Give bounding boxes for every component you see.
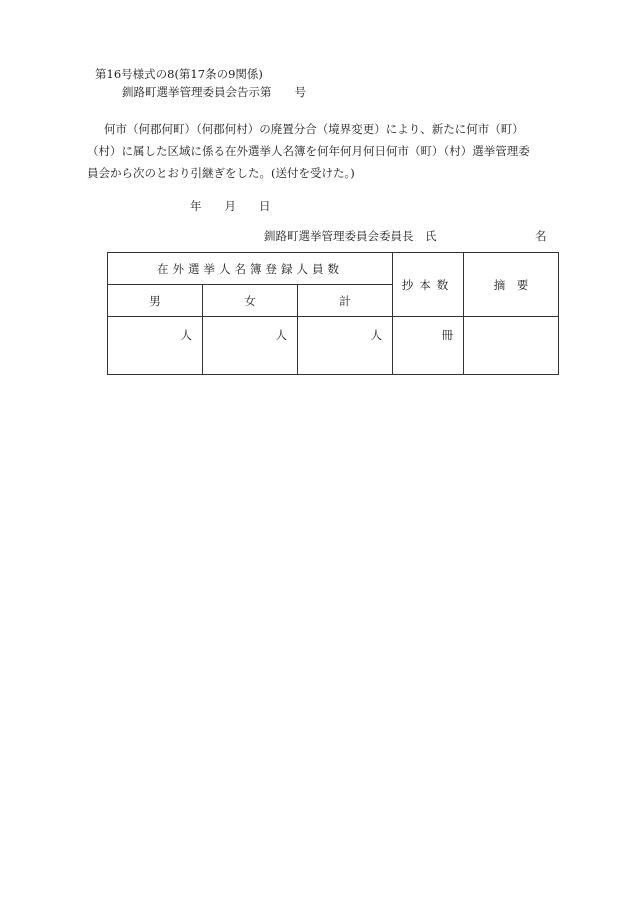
header-total: 計 <box>298 285 393 317</box>
signature-name-suffix: 名 <box>535 229 547 243</box>
header-male: 男 <box>108 285 203 317</box>
cell-copies: 冊 <box>393 317 464 375</box>
cell-summary <box>464 317 559 375</box>
cell-female: 人 <box>203 317 298 375</box>
body-line-1: 何市（何郡何町）（何郡何村）の廃置分合（境界変更）により、新たに何市（町） <box>104 122 524 136</box>
cell-total: 人 <box>298 317 393 375</box>
notice-line: 釧路町選挙管理委員会告示第 号 <box>122 85 306 99</box>
header-copies: 抄本数 <box>393 253 464 317</box>
header-female: 女 <box>203 285 298 317</box>
form-number: 第16号様式の8(第17条の9関係) <box>95 67 263 81</box>
body-line-3: 員会から次のとおり引継ぎをした。(送付を受けた。) <box>87 166 355 180</box>
signature-title: 釧路町選挙管理委員会委員長 氏 <box>264 229 437 243</box>
cell-male: 人 <box>108 317 203 375</box>
header-registered-count: 在外選挙人名簿登録人員数 <box>108 253 393 285</box>
body-line-2: （村）に属した区域に係る在外選挙人名簿を何年何月何日何市（町）（村）選挙管理委 <box>87 144 530 158</box>
header-summary: 摘 要 <box>464 253 559 317</box>
register-table <box>107 252 559 375</box>
date-line: 年 月 日 <box>190 199 271 213</box>
